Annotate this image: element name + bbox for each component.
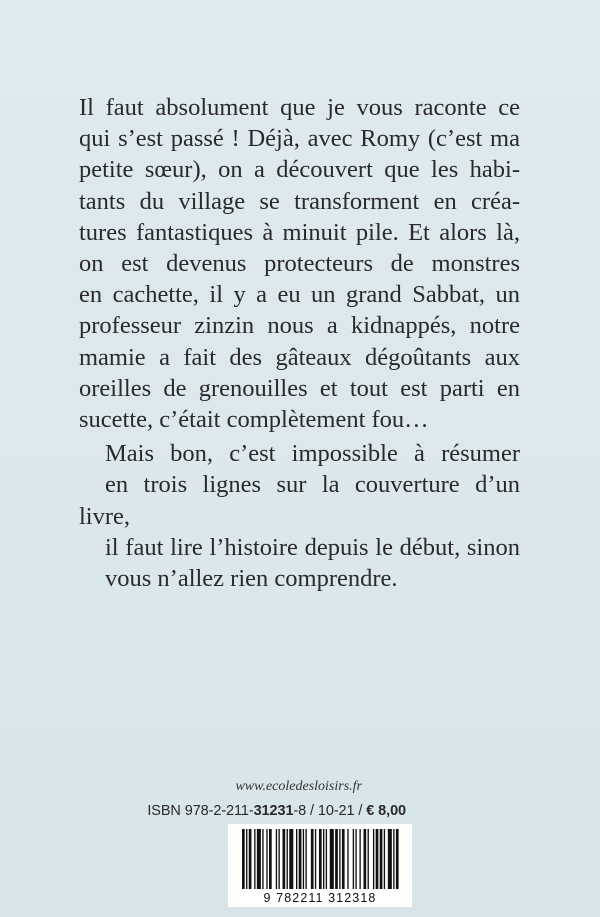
paragraph1-line: tures fantastiques à minuit pile. Et alors là,: [79, 218, 520, 246]
barcode-bar: [393, 829, 394, 889]
barcode-bar: [339, 829, 340, 889]
barcode-bar: [276, 829, 277, 889]
barcode-bar: [289, 829, 293, 889]
price: € 8,00: [366, 803, 406, 819]
barcode-bar: [311, 829, 314, 889]
barcode-bar: [347, 829, 348, 889]
publisher-website: www.ecoledesloisirs.fr: [235, 779, 362, 794]
paragraph1-line: professeur zinzin nous a kidnappés, notre: [79, 312, 520, 340]
barcode-bar: [257, 829, 261, 889]
barcode-bar: [283, 829, 286, 889]
paragraph1-line: mamie a fait des gâteaux dégoûtants aux: [79, 343, 520, 371]
paragraph1-line: qui s’est passé ! Déjà, avec Romy (c’est ma: [79, 125, 520, 153]
paragraph1-line: sucette, c’était complètement fou…: [79, 406, 429, 434]
isbn-suffix: -8 / 10-21 /: [293, 803, 367, 819]
barcode-digits: 9 782211 312318: [263, 891, 377, 905]
paragraph1-line: oreilles de grenouilles et tout est parti en: [79, 374, 520, 402]
barcode-bar: [364, 829, 367, 889]
barcode-bar: [368, 829, 369, 889]
isbn-bold-segment: 31231: [253, 803, 294, 819]
isbn-prefix: ISBN 978-2-211-: [147, 803, 254, 819]
barcode-bar: [355, 829, 356, 889]
paragraph2-line: en trois lignes sur la couverture d’un livre,: [79, 471, 520, 530]
barcode-bar: [278, 829, 279, 889]
barcode-bar: [353, 829, 354, 889]
barcode-bar: [342, 829, 345, 889]
barcode-bar: [380, 829, 383, 889]
barcode-bar: [315, 829, 316, 889]
barcode-bar: [396, 829, 399, 889]
barcode-bar: [376, 829, 379, 889]
barcode-bars: [228, 824, 412, 894]
barcode-bar: [335, 829, 338, 889]
barcode-bar: [262, 829, 263, 889]
barcode-bar: [287, 829, 288, 889]
paragraph1-line: en cachette, il y a eu un grand Sabbat, un: [79, 281, 520, 309]
paragraph1-line: petite sœur), on a découvert que les habi-: [79, 156, 520, 184]
paragraph2-line: vous n’allez rien comprendre.: [105, 565, 398, 593]
barcode-bar: [303, 829, 304, 889]
barcode-bar: [242, 829, 245, 889]
blurb-paragraph-1: [79, 92, 520, 435]
barcode-bar: [319, 829, 322, 889]
barcode-bar: [384, 829, 385, 889]
barcode-bar: [254, 829, 255, 889]
barcode-bar: [323, 829, 324, 889]
paragraph1-line: Il faut absolument que je vous raconte ce: [79, 94, 520, 121]
paragraph1-line: on est devenus protecteurs de monstres: [79, 250, 520, 278]
barcode-bar: [326, 829, 327, 889]
barcode-bar: [266, 829, 267, 889]
barcode-bar: [269, 829, 272, 889]
barcode-bar: [296, 829, 297, 889]
paragraph2-line: il faut lire l’histoire depuis le début, sinon: [105, 533, 520, 561]
barcode-bar: [299, 829, 302, 889]
paragraph2-line: Mais bon, c’est impossible à résumer: [105, 440, 520, 468]
isbn-price-line: [147, 803, 406, 819]
barcode-bar: [305, 829, 306, 889]
blurb-paragraph-2: [79, 438, 520, 594]
barcode: [228, 824, 412, 907]
blurb-text: [79, 92, 520, 594]
barcode-bar: [359, 829, 360, 889]
barcode-bar: [388, 829, 392, 889]
barcode-bar: [249, 829, 252, 889]
barcode-bar: [330, 829, 334, 889]
barcode-bar: [246, 829, 247, 889]
paragraph1-line: tants du village se transforment en créa-: [79, 187, 520, 215]
barcode-bar: [373, 829, 374, 889]
